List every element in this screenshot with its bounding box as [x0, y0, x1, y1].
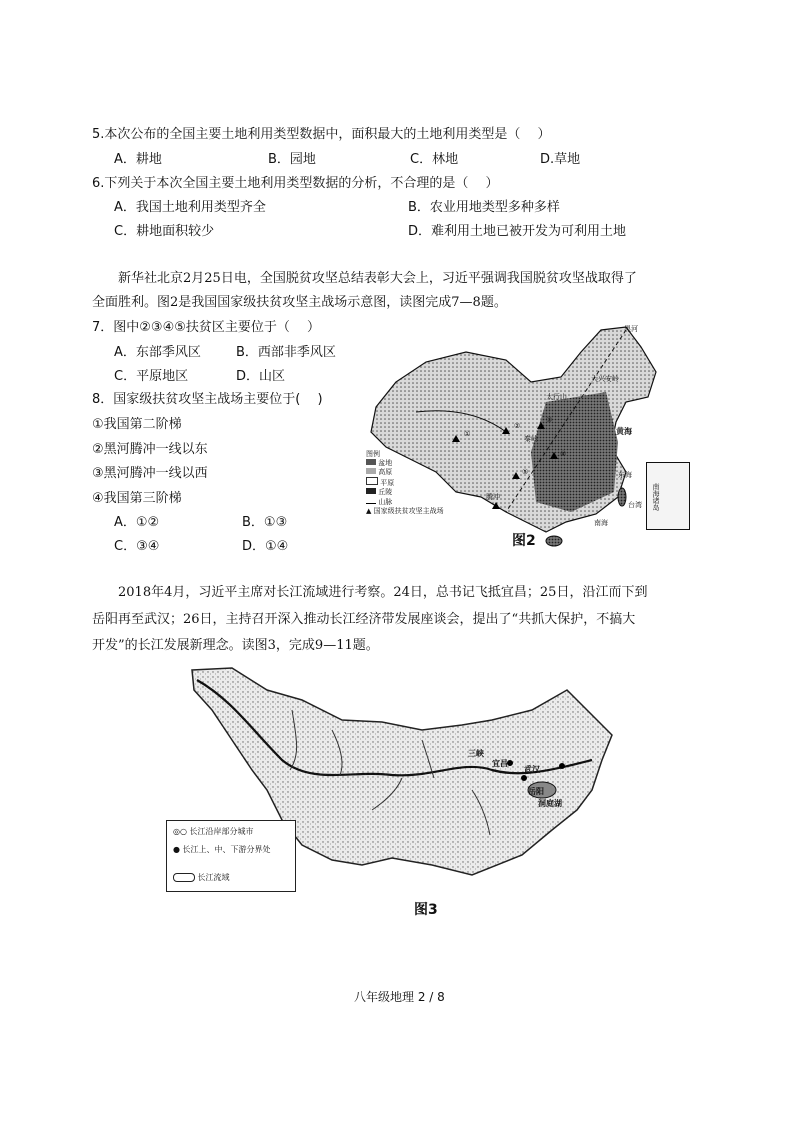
q5-option-b[interactable]: B．园地 [268, 152, 316, 167]
q8-option-c[interactable]: C．③④ [114, 539, 160, 554]
q8-item-2: ②黑河腾冲一线以东 [92, 442, 208, 457]
passage1-line1: 新华社北京2月25日电，全国脱贫攻坚总结表彰大会上，习近平强调我国脱贫攻坚战取得了 [118, 271, 637, 286]
label-wuhan: 武汉 [524, 765, 540, 774]
legend-cities: 长江沿岸部分城市 [189, 827, 254, 836]
page-footer: 八年级地理 2 / 8 [354, 990, 445, 1004]
legend-plain: 平原 [380, 479, 395, 487]
figure3-legend: ◎○ 长江沿岸部分城市 ● 长江上、中、下游分界处 长江流域 [166, 820, 296, 892]
legend-plateau: 高原 [378, 468, 393, 476]
inset-label: 南海诸岛 [652, 483, 660, 511]
hainan-island [546, 536, 562, 546]
q8-option-a[interactable]: A．①② [114, 515, 160, 530]
q5-option-d[interactable]: D.草地 [540, 152, 581, 167]
q7-option-c[interactable]: C．平原地区 [114, 369, 189, 384]
number-5: ⑤ [522, 468, 529, 476]
q5-stem: 5.本次公布的全国主要土地利用类型数据中，面积最大的土地利用类型是（ ） [92, 127, 551, 142]
q5-option-c[interactable]: C．林地 [410, 152, 459, 167]
label-yueyang: 岳阳 [528, 787, 544, 796]
eastern-region [531, 392, 618, 512]
q8-item-1: ①我国第二阶梯 [92, 417, 182, 432]
legend-basin: 盆地 [378, 459, 393, 467]
label-taihangshan: 太行山 [546, 393, 567, 401]
label-dongting: 洞庭湖 [538, 799, 562, 808]
label-yichang: 宜昌 [492, 759, 508, 768]
label-sanxia: 三峡 [468, 749, 484, 758]
label-taiwan: 台湾 [628, 501, 642, 509]
legend-boundary: 长江上、中、下游分界处 [182, 845, 271, 854]
label-nanhai: 南海 [594, 519, 608, 527]
q8-item-3: ③黑河腾冲一线以西 [92, 466, 208, 481]
label-daxinganling: 大兴安岭 [591, 375, 619, 383]
figure2-legend [366, 450, 466, 516]
q6-option-c[interactable]: C．耕地面积较少 [114, 224, 215, 239]
passage2-line1: 2018年4月，习近平主席对长江流域进行考察。24日，总书记飞抵宜昌；25日，沿江而下到 [118, 585, 648, 600]
label-qinling: 秦岭 [524, 435, 538, 443]
yueyang-marker [521, 775, 527, 781]
passage2-line2: 岳阳再至武汉；26日，主持召开深入推动长江经济带发展座谈会，提出了“共抓大保护，不搞大 [92, 612, 636, 627]
q7-option-b[interactable]: B．西部非季风区 [236, 345, 336, 360]
q8-option-b[interactable]: B．①③ [242, 515, 288, 530]
label-huanghai: 黄海 [616, 427, 632, 436]
q8-item-4: ④我国第三阶梯 [92, 491, 182, 506]
q6-stem: 6.下列关于本次全国主要土地利用类型数据的分析，不合理的是（ ） [92, 176, 499, 191]
q7-stem: 7．图中②③④⑤扶贫区主要位于（ ） [92, 320, 321, 335]
inset-south-sea [646, 462, 690, 530]
number-3: ③ [546, 416, 553, 424]
taiwan-island [618, 488, 626, 506]
label-donghai: 东海 [618, 471, 632, 479]
label-tengchong: 腾冲 [486, 493, 500, 501]
q6-option-a[interactable]: A．我国土地利用类型齐全 [114, 200, 266, 215]
label-heihe: 黑河 [624, 325, 638, 333]
number-1: ① [464, 430, 471, 438]
legend-hills: 丘陵 [378, 488, 393, 496]
q8-option-d[interactable]: D．①④ [242, 539, 289, 554]
number-2: ② [514, 422, 521, 430]
legend-basin: 长江流域 [197, 873, 230, 882]
q7-option-a[interactable]: A．东部季风区 [114, 345, 201, 360]
q7-option-d[interactable]: D．山区 [236, 369, 286, 384]
legend-title: 图例 [366, 450, 380, 458]
legend-mountains: 山脉 [378, 498, 393, 506]
passage2-line3: 开发”的长江发展新理念。读图3，完成9—11题。 [92, 638, 379, 653]
q5-option-a[interactable]: A．耕地 [114, 152, 162, 167]
q6-option-d[interactable]: D．难利用土地已被开发为可利用土地 [408, 224, 627, 239]
wuhan-marker [559, 763, 565, 769]
q6-option-b[interactable]: B．农业用地类型多种多样 [408, 200, 560, 215]
figure2-china-map [356, 322, 692, 554]
figure3-caption: 图3 [414, 902, 438, 918]
q8-stem: 8．国家级扶贫攻坚主战场主要位于( ) [92, 392, 323, 407]
figure2-caption: 图2 [512, 533, 536, 549]
number-4: ④ [560, 450, 567, 458]
passage1-line2: 全面胜利。图2是我国国家级扶贫攻坚主战场示意图，读图完成7—8题。 [92, 295, 507, 310]
legend-battlefield: ▲ 国家级扶贫攻坚主战场 [366, 507, 444, 515]
